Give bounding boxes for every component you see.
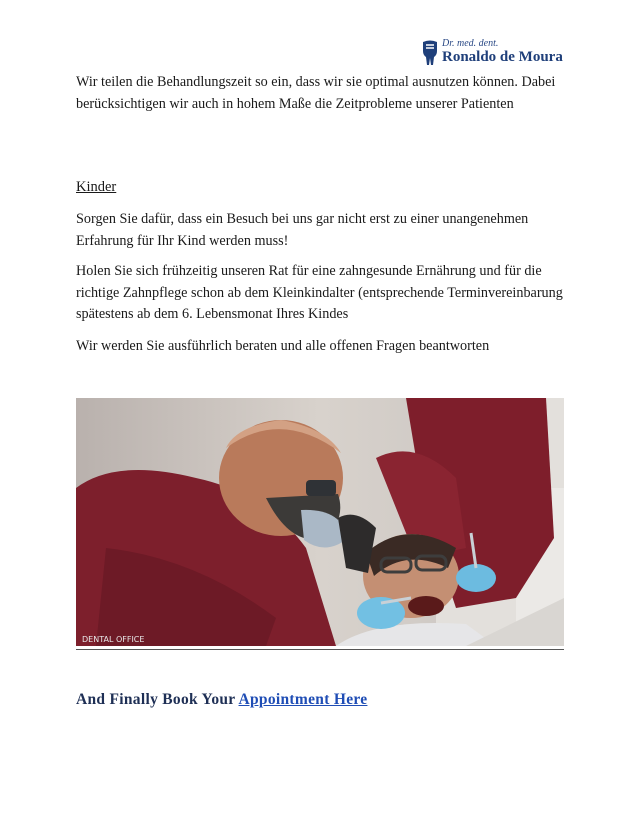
intro-paragraph: Wir teilen die Behandlungszeit so ein, dass wir sie optimal ausnutzen können. Dabei berücksichtigen wir auch in hohem Maße die Zeitprobleme unserer Patienten xyxy=(76,74,556,112)
kinder-paragraph-3: Wir werden Sie ausführlich beraten und alle offenen Fragen beantworten xyxy=(76,338,490,354)
dentist-treating-patient-illustration xyxy=(76,398,564,646)
divider xyxy=(76,649,564,650)
tooth-logo-icon xyxy=(420,39,440,67)
logo-subtitle: Dr. med. dent. xyxy=(442,38,499,49)
call-to-action xyxy=(76,691,367,709)
logo-name: Ronaldo de Moura xyxy=(442,49,563,65)
kinder-paragraph-1: Sorgen Sie dafür, dass ein Besuch bei uns gar nicht erst zu einer unangenehmen Erfahrung für Ihr Kind werden muss! xyxy=(76,211,529,249)
cta-text: And Finally Book Your xyxy=(76,691,239,708)
appointment-link[interactable]: Appointment Here xyxy=(238,691,368,708)
dentist-photo xyxy=(76,398,564,646)
section-heading-kinder: Kinder xyxy=(76,179,117,195)
kinder-paragraph-2: Holen Sie sich frühzeitig unseren Rat für eine zahngesunde Ernährung und für die richtige Zahnpflege schon ab dem Kleinkindalter (entsprechende Terminvereinbarung spätestens ab dem 6. Lebensmonat Ihres Kindes xyxy=(76,263,563,322)
clinic-logo xyxy=(420,38,565,70)
photo-watermark: DENTAL OFFICE xyxy=(82,635,145,644)
